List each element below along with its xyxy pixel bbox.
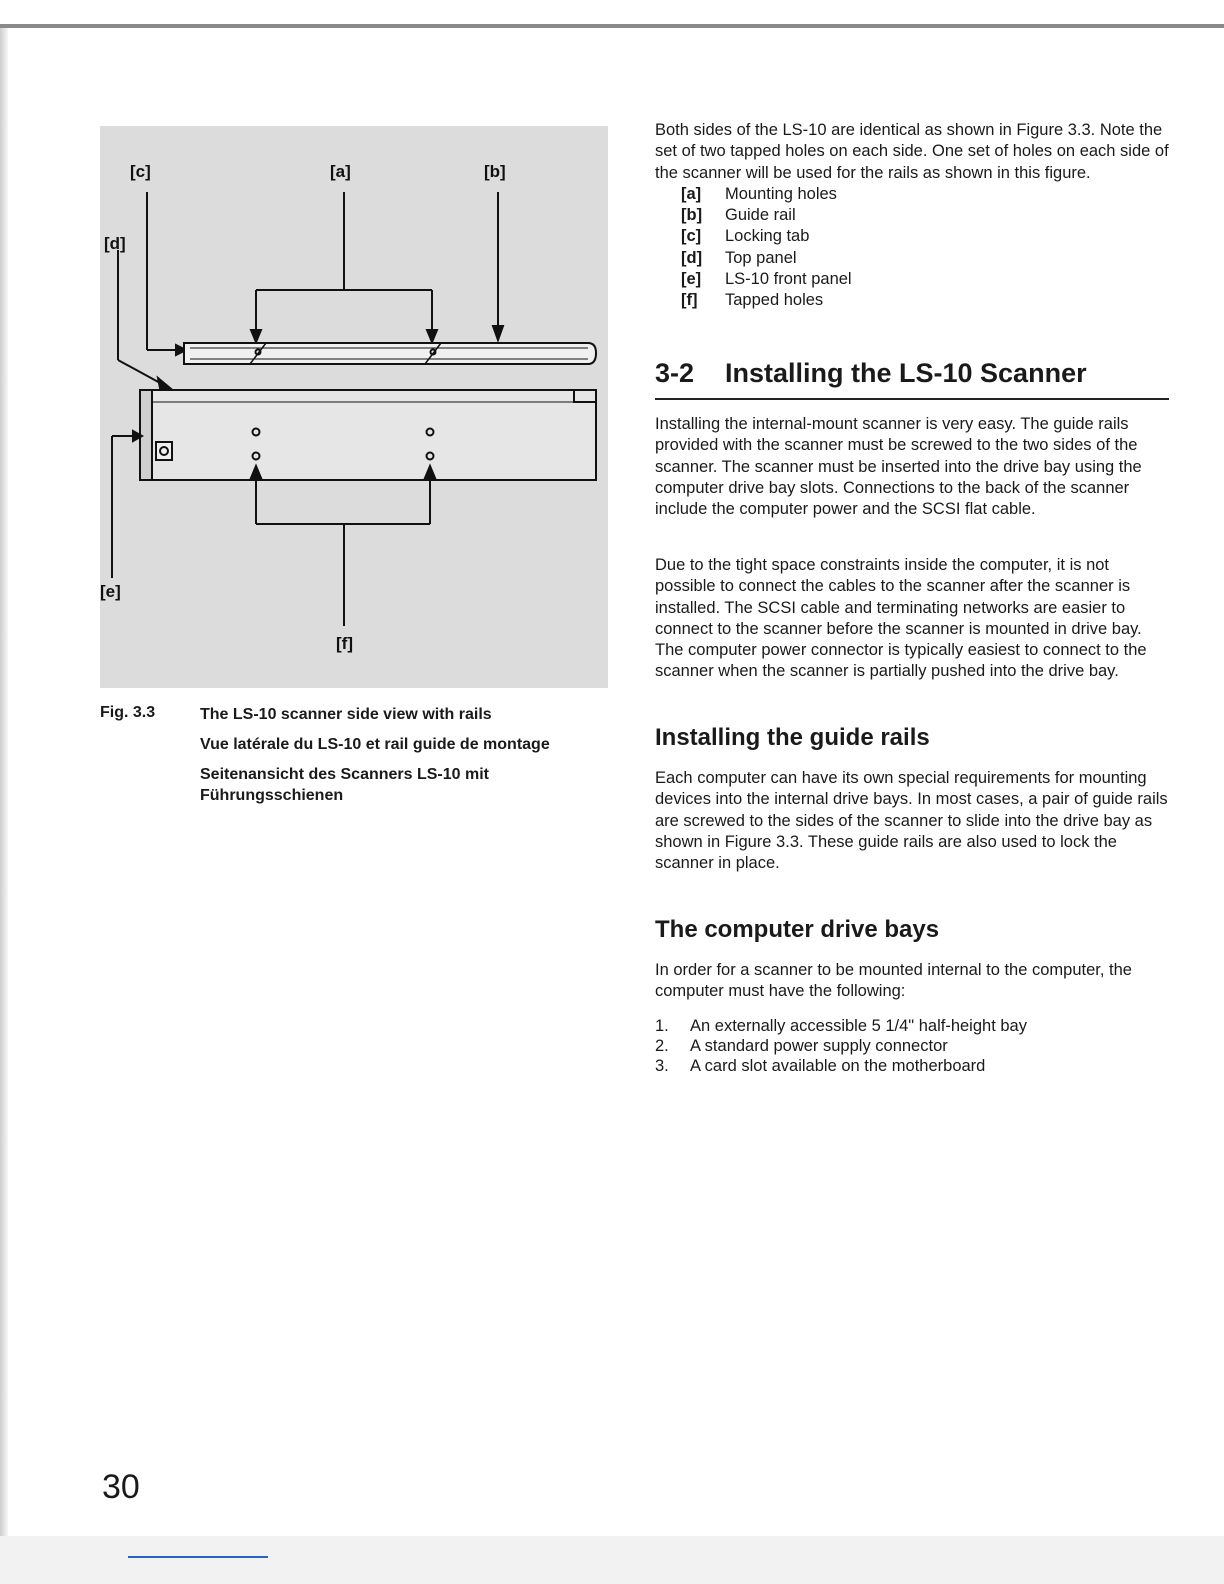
section-number: 3-2: [655, 358, 695, 388]
legend-item: [b] Guide rail: [681, 206, 796, 225]
caption-english: The LS-10 scanner side view with rails: [200, 706, 492, 723]
arrow-d: [158, 378, 170, 388]
caption-german-1: Seitenansicht des Scanners LS-10 mit: [200, 766, 489, 783]
rails-paragraph: Each computer can have its own special requirements for mounting devices into the internal drive bays. In most cases, a pair of guide rails are screwed to the sides of the scanner to slide into the drive bay as shown in Figure 3.3. These guide rails are also used to lock the scanner in place.: [655, 769, 1168, 873]
bays-paragraph: In order for a scanner to be mounted internal to the computer, the computer must have the following:: [655, 961, 1132, 1001]
label-f: [f]: [336, 634, 353, 653]
list-item: 3. A card slot available on the motherboard: [655, 1057, 986, 1075]
list-item: 1. An externally accessible 5 1/4" half-height bay: [655, 1017, 1027, 1035]
figure-legend: [655, 184, 1171, 312]
label-b: [b]: [484, 162, 506, 181]
rails-heading: Installing the guide rails: [655, 724, 930, 751]
bottom-link-bar: [128, 1556, 268, 1558]
arrow-a-left: [251, 330, 261, 342]
section-heading: [655, 354, 1169, 400]
front-button: [156, 442, 172, 460]
section-title: Installing the LS-10 Scanner: [725, 358, 1087, 388]
caption-french: Vue latérale du LS-10 et rail guide de montage: [200, 736, 550, 753]
caption-german-2: Führungsschienen: [200, 787, 344, 804]
label-c: [c]: [130, 162, 151, 181]
scan-top-edge: [0, 24, 1224, 28]
list-item: 2. A standard power supply connector: [655, 1037, 948, 1055]
legend-item: [f] Tapped holes: [681, 291, 824, 310]
scanner-body: [140, 390, 596, 480]
section-paragraph-1: Installing the internal-mount scanner is very easy. The guide rails provided with the scanner must be screwed to the two sides of the scanner. The scanner must be inserted into the drive bay using the computer drive bay slots. Connections to the back of the scanner include the computer power and the SCSI flat cable.: [655, 415, 1142, 519]
legend-item: [d] Top panel: [681, 248, 797, 267]
caption-number: Fig. 3.3: [100, 704, 156, 721]
intro-block: [655, 120, 1171, 312]
page-number: 30: [102, 1468, 140, 1506]
scan-left-edge: [0, 28, 8, 1538]
legend-item: [e] LS-10 front panel: [681, 270, 852, 289]
leader-d-diag: [118, 360, 162, 384]
label-d: [d]: [104, 234, 126, 253]
intro-paragraph: Both sides of the LS-10 are identical as shown in Figure 3.3. Note the set of two tapped holes on each side. One set of holes on each side of the scanner will be used for the rails as shown in this figure.: [655, 121, 1169, 182]
guide-rail: [184, 343, 596, 364]
section-paragraph-2: Due to the tight space constraints inside the computer, it is not possible to connect the cables to the scanner after the scanner is installed. The SCSI cable and terminating networks are easier to connect to the scanner before the scanner is mounted in drive bay. The computer power connector is typically easiest to connect to the scanner when the scanner is partially pushed into the drive bay.: [655, 556, 1147, 681]
arrow-b: [493, 326, 503, 340]
legend-item: [a] Mounting holes: [681, 184, 837, 203]
label-e: [e]: [100, 582, 121, 601]
scanner-diagram: [100, 126, 608, 688]
scan-bottom-edge: [0, 1536, 1224, 1584]
bays-heading: The computer drive bays: [655, 916, 940, 943]
bays-list: [655, 1016, 1171, 1076]
label-a: [a]: [330, 162, 351, 181]
bays-list-wrap: [655, 1016, 1171, 1076]
scanner-figure: [100, 126, 608, 688]
legend-item: [c] Locking tab: [681, 227, 810, 246]
arrow-a-right: [427, 330, 437, 342]
